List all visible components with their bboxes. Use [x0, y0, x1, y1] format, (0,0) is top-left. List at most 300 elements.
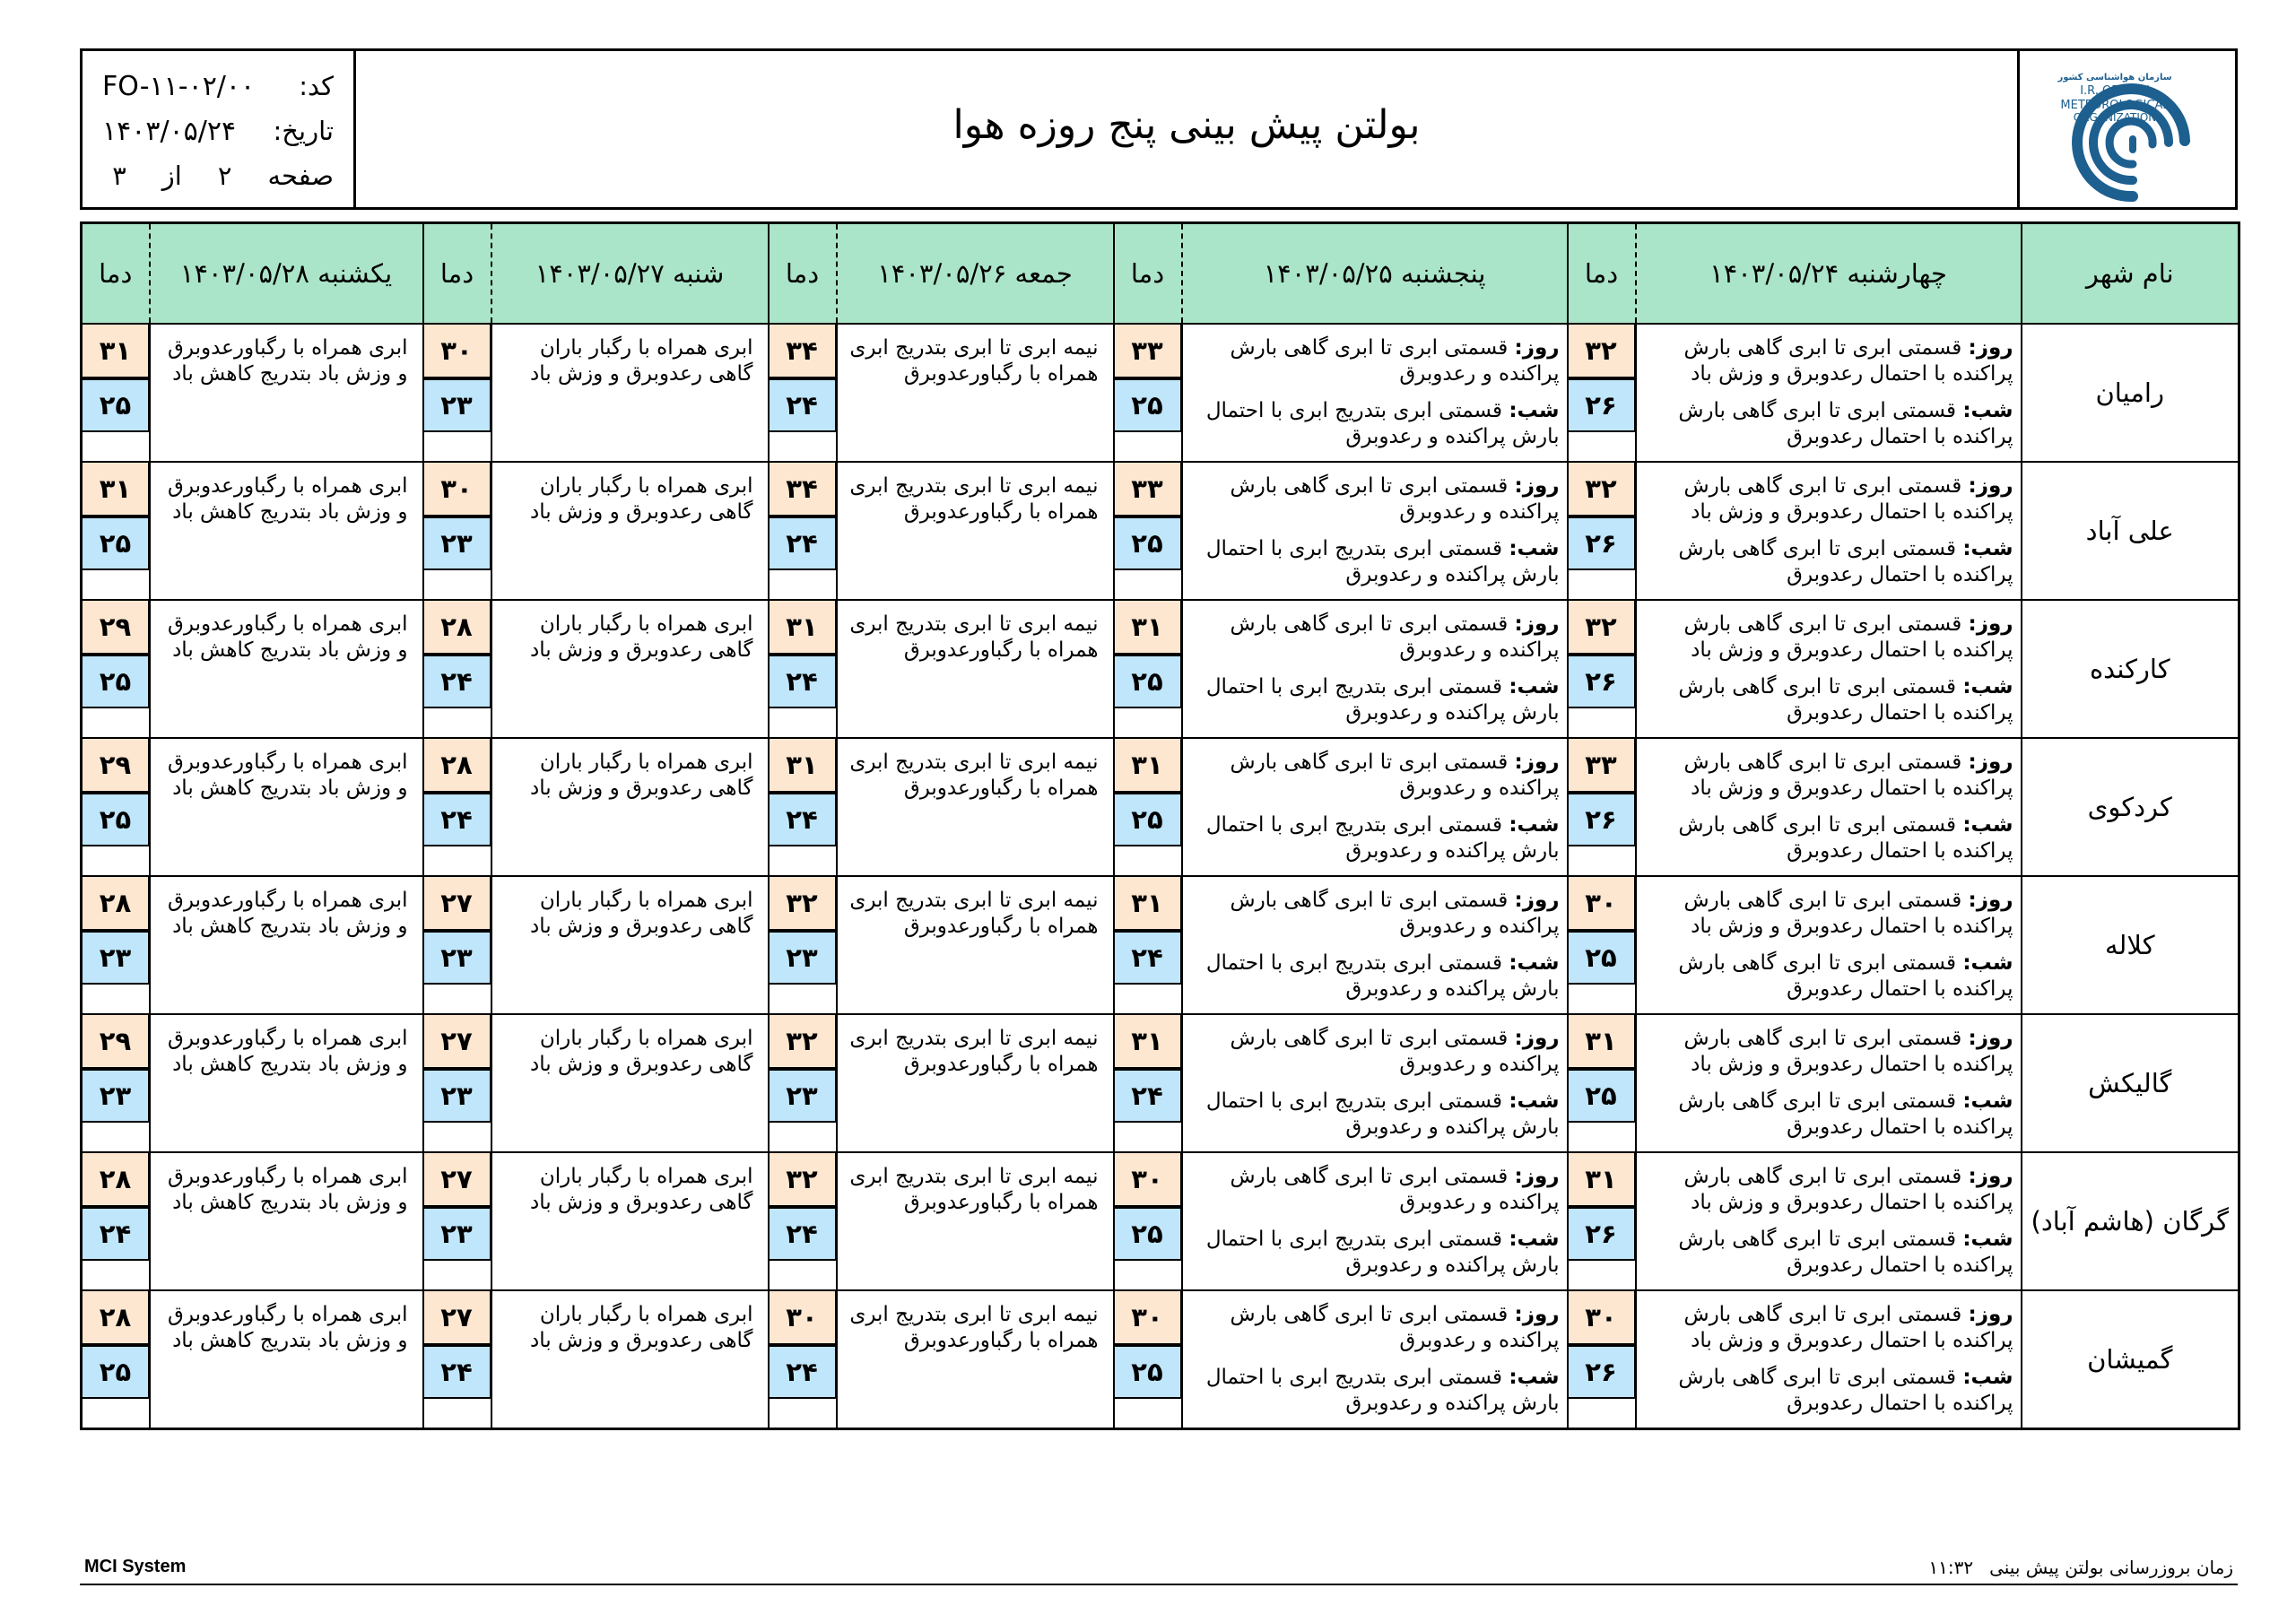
max-temp: ۲۷ — [424, 1291, 491, 1345]
temperature-day-2 — [1114, 1290, 1182, 1429]
max-temp: ۲۷ — [424, 1015, 491, 1069]
max-temp: ۲۸ — [83, 1153, 150, 1207]
forecast-text: ابری همراه با رگباورعدوبرق و وزش باد بتدریج کاهش باد — [168, 473, 408, 524]
forecast-table — [80, 221, 2240, 1430]
night-tag: شب: — [1962, 1089, 2013, 1113]
max-temp: ۳۰ — [424, 325, 491, 378]
forecast-day-2 — [1182, 462, 1568, 600]
min-temp: ۲۵ — [83, 378, 150, 432]
night-text: قسمتی ابری بتدریج ابری با احتمال بارش پراکنده و رعدوبرق — [1205, 950, 1560, 1001]
temperature-day-2 — [1114, 876, 1182, 1014]
day-tag: روز: — [1514, 888, 1560, 912]
temperature-day-2 — [1114, 600, 1182, 738]
day-forecast — [1644, 1164, 2013, 1216]
night-forecast — [1190, 950, 1560, 1002]
temperature-day-4 — [423, 1014, 491, 1152]
city-name: کردکوی — [2022, 738, 2239, 876]
temp-1-header: دما — [1568, 223, 1636, 324]
day-text: قسمتی ابری تا ابری گاهی بارش پراکنده با احتمال رعدوبرق و وزش باد — [1683, 335, 2013, 386]
forecast-day-5 — [150, 1290, 423, 1429]
temp-5-header: دما — [82, 223, 150, 324]
day-text: قسمتی ابری تا ابری گاهی بارش پراکنده و رعدوبرق — [1230, 750, 1560, 800]
temperature-day-5 — [82, 462, 150, 600]
temperature-day-1 — [1568, 876, 1636, 1014]
max-temp: ۳۴ — [770, 325, 837, 378]
forecast-text: ابری همراه با رگبار باران گاهی رعدوبرق و وزش باد — [530, 1026, 753, 1076]
night-text: قسمتی ابری بتدریج ابری با احتمال بارش پراکنده و رعدوبرق — [1205, 812, 1560, 863]
min-temp: ۲۴ — [770, 655, 837, 708]
temperature-day-5 — [82, 324, 150, 462]
city-column-header: نام شهر — [2022, 223, 2239, 324]
min-temp: ۲۴ — [770, 1207, 837, 1261]
min-temp: ۲۳ — [424, 931, 491, 985]
day-forecast — [1190, 1164, 1560, 1216]
temperature-day-5 — [82, 738, 150, 876]
date-value: ۱۴۰۳/۰۵/۲۴ — [102, 115, 237, 147]
night-forecast — [1190, 1089, 1560, 1141]
day-tag: روز: — [1514, 473, 1560, 498]
day-tag: روز: — [1968, 335, 2013, 360]
day-forecast — [1644, 473, 2013, 525]
day-forecast — [1644, 750, 2013, 802]
update-info — [1928, 1557, 2233, 1578]
forecast-day-3 — [837, 1152, 1114, 1290]
forecast-day-4 — [491, 324, 769, 462]
min-temp: ۲۴ — [424, 655, 491, 708]
forecast-day-1 — [1636, 324, 2022, 462]
temperature-day-4 — [423, 600, 491, 738]
night-text: قسمتی ابری بتدریج ابری با احتمال بارش پراکنده و رعدوبرق — [1205, 1227, 1560, 1277]
max-temp: ۳۲ — [1569, 463, 1636, 516]
system-name: MCI System — [84, 1557, 187, 1576]
temperature-day-4 — [423, 462, 491, 600]
document-meta — [83, 51, 356, 207]
min-temp: ۲۳ — [770, 1069, 837, 1123]
min-temp: ۲۵ — [1115, 1345, 1182, 1399]
city-name: علی آباد — [2022, 462, 2239, 600]
day-5-header: یکشنبه ۱۴۰۳/۰۵/۲۸ — [150, 223, 423, 324]
min-temp: ۲۴ — [1115, 1069, 1182, 1123]
day-tag: روز: — [1514, 750, 1560, 774]
temperature-day-4 — [423, 1290, 491, 1429]
min-temp: ۲۵ — [1115, 516, 1182, 570]
forecast-day-2 — [1182, 1014, 1568, 1152]
day-tag: روز: — [1514, 1302, 1560, 1326]
temperature-day-4 — [423, 1152, 491, 1290]
city-name: گالیکش — [2022, 1014, 2239, 1152]
day-3-header: جمعه ۱۴۰۳/۰۵/۲۶ — [837, 223, 1114, 324]
code-value: FO-۱۱-۰۲/۰۰ — [102, 70, 256, 102]
min-temp: ۲۳ — [424, 1207, 491, 1261]
temperature-day-2 — [1114, 1152, 1182, 1290]
min-temp: ۲۵ — [1569, 931, 1636, 985]
max-temp: ۳۱ — [1569, 1015, 1636, 1069]
forecast-text: ابری همراه با رگباورعدوبرق و وزش باد بتدریج کاهش باد — [168, 612, 408, 662]
max-temp: ۳۰ — [1115, 1291, 1182, 1345]
temperature-day-4 — [423, 876, 491, 1014]
forecast-text: نیمه ابری تا ابری بتدریج ابری همراه با رگباورعدوبرق — [849, 473, 1099, 524]
temperature-day-2 — [1114, 738, 1182, 876]
night-text: قسمتی ابری بتدریج ابری با احتمال بارش پراکنده و رعدوبرق — [1205, 674, 1560, 725]
forecast-day-3 — [837, 462, 1114, 600]
temperature-day-3 — [769, 600, 837, 738]
table-row — [82, 462, 2239, 600]
max-temp: ۳۱ — [1115, 1015, 1182, 1069]
night-tag: شب: — [1509, 1365, 1560, 1389]
forecast-day-5 — [150, 738, 423, 876]
night-forecast — [1644, 536, 2013, 588]
logo-en-line-1: I.R. OF IRAN — [2080, 84, 2150, 98]
max-temp: ۳۳ — [1115, 463, 1182, 516]
min-temp: ۲۶ — [1569, 1345, 1636, 1399]
forecast-day-1 — [1636, 462, 2022, 600]
day-forecast — [1190, 612, 1560, 664]
city-name: رامیان — [2022, 324, 2239, 462]
day-text: قسمتی ابری تا ابری گاهی بارش پراکنده و رعدوبرق — [1230, 612, 1560, 662]
max-temp: ۳۱ — [1115, 601, 1182, 655]
night-tag: شب: — [1962, 950, 2013, 975]
day-tag: روز: — [1968, 612, 2013, 636]
forecast-day-5 — [150, 876, 423, 1014]
max-temp: ۳۲ — [770, 1015, 837, 1069]
day-forecast — [1644, 612, 2013, 664]
night-forecast — [1190, 1365, 1560, 1417]
min-temp: ۲۴ — [424, 793, 491, 846]
day-forecast — [1644, 888, 2013, 940]
forecast-day-4 — [491, 600, 769, 738]
forecast-day-1 — [1636, 738, 2022, 876]
night-text: قسمتی ابری تا ابری گاهی بارش پراکنده با احتمال رعدوبرق — [1678, 536, 2013, 586]
min-temp: ۲۴ — [770, 1345, 837, 1399]
day-tag: روز: — [1968, 1164, 2013, 1188]
forecast-day-1 — [1636, 600, 2022, 738]
min-temp: ۲۴ — [770, 378, 837, 432]
temp-4-header: دما — [423, 223, 491, 324]
temperature-day-3 — [769, 876, 837, 1014]
day-tag: روز: — [1514, 1164, 1560, 1188]
forecast-day-3 — [837, 1290, 1114, 1429]
max-temp: ۲۷ — [424, 877, 491, 931]
forecast-text: نیمه ابری تا ابری بتدریج ابری همراه با رگباورعدوبرق — [849, 1026, 1099, 1076]
day-tag: روز: — [1514, 612, 1560, 636]
temperature-day-1 — [1568, 1014, 1636, 1152]
min-temp: ۲۶ — [1569, 655, 1636, 708]
temperature-day-3 — [769, 324, 837, 462]
temperature-day-1 — [1568, 324, 1636, 462]
table-row — [82, 600, 2239, 738]
night-forecast — [1190, 812, 1560, 864]
max-temp: ۲۹ — [83, 739, 150, 793]
city-name: کلاله — [2022, 876, 2239, 1014]
forecast-text: ابری همراه با رگبار باران گاهی رعدوبرق و وزش باد — [530, 473, 753, 524]
max-temp: ۳۰ — [424, 463, 491, 516]
temperature-day-2 — [1114, 462, 1182, 600]
forecast-day-2 — [1182, 1290, 1568, 1429]
forecast-text: ابری همراه با رگباورعدوبرق و وزش باد بتدریج کاهش باد — [168, 1164, 408, 1214]
night-text: قسمتی ابری تا ابری گاهی بارش پراکنده با احتمال رعدوبرق — [1678, 674, 2013, 725]
night-tag: شب: — [1962, 398, 2013, 422]
min-temp: ۲۴ — [1115, 931, 1182, 985]
forecast-day-2 — [1182, 600, 1568, 738]
day-tag: روز: — [1968, 473, 2013, 498]
org-logo — [2017, 51, 2235, 207]
forecast-text: ابری همراه با رگباورعدوبرق و وزش باد بتدریج کاهش باد — [168, 750, 408, 800]
max-temp: ۳۲ — [1569, 325, 1636, 378]
max-temp: ۳۰ — [770, 1291, 837, 1345]
forecast-day-2 — [1182, 738, 1568, 876]
code-label: کد: — [299, 71, 334, 101]
forecast-text: ابری همراه با رگباورعدوبرق و وزش باد بتدریج کاهش باد — [168, 1026, 408, 1076]
temperature-day-1 — [1568, 1152, 1636, 1290]
night-tag: شب: — [1509, 950, 1560, 975]
day-text: قسمتی ابری تا ابری گاهی بارش پراکنده و رعدوبرق — [1230, 473, 1560, 524]
temperature-day-2 — [1114, 1014, 1182, 1152]
min-temp: ۲۴ — [770, 516, 837, 570]
temperature-day-3 — [769, 1014, 837, 1152]
day-forecast — [1190, 750, 1560, 802]
date-label: تاریخ: — [273, 116, 334, 146]
max-temp: ۳۰ — [1115, 1153, 1182, 1207]
max-temp: ۳۱ — [1569, 1153, 1636, 1207]
max-temp: ۳۳ — [1569, 739, 1636, 793]
forecast-text: نیمه ابری تا ابری بتدریج ابری همراه با رگباورعدوبرق — [849, 888, 1099, 938]
forecast-day-1 — [1636, 1014, 2022, 1152]
night-tag: شب: — [1509, 812, 1560, 837]
night-forecast — [1644, 674, 2013, 726]
temperature-day-5 — [82, 1290, 150, 1429]
night-tag: شب: — [1962, 536, 2013, 560]
temperature-day-1 — [1568, 462, 1636, 600]
table-row — [82, 1014, 2239, 1152]
day-text: قسمتی ابری تا ابری گاهی بارش پراکنده با احتمال رعدوبرق و وزش باد — [1683, 888, 2013, 938]
forecast-day-5 — [150, 1152, 423, 1290]
min-temp: ۲۳ — [83, 931, 150, 985]
night-tag: شب: — [1509, 536, 1560, 560]
forecast-day-2 — [1182, 1152, 1568, 1290]
forecast-day-5 — [150, 600, 423, 738]
table-row — [82, 876, 2239, 1014]
forecast-day-2 — [1182, 876, 1568, 1014]
forecast-text: نیمه ابری تا ابری بتدریج ابری همراه با رگباورعدوبرق — [849, 335, 1099, 386]
min-temp: ۲۵ — [1115, 1207, 1182, 1261]
forecast-day-1 — [1636, 876, 2022, 1014]
logo-persian-text: سازمان هواشناسی کشور — [2057, 73, 2172, 82]
night-tag: شب: — [1962, 1365, 2013, 1389]
max-temp: ۲۸ — [83, 877, 150, 931]
temperature-day-3 — [769, 1290, 837, 1429]
max-temp: ۳۲ — [1569, 601, 1636, 655]
temperature-day-5 — [82, 600, 150, 738]
min-temp: ۲۶ — [1569, 793, 1636, 846]
temperature-day-4 — [423, 324, 491, 462]
day-tag: روز: — [1968, 888, 2013, 912]
night-tag: شب: — [1509, 1089, 1560, 1113]
temperature-day-1 — [1568, 600, 1636, 738]
temperature-day-1 — [1568, 1290, 1636, 1429]
temperature-day-1 — [1568, 738, 1636, 876]
day-forecast — [1190, 473, 1560, 525]
max-temp: ۲۸ — [424, 739, 491, 793]
night-forecast — [1644, 1365, 2013, 1417]
day-text: قسمتی ابری تا ابری گاهی بارش پراکنده با احتمال رعدوبرق و وزش باد — [1683, 1302, 2013, 1352]
night-text: قسمتی ابری تا ابری گاهی بارش پراکنده با احتمال رعدوبرق — [1678, 398, 2013, 448]
forecast-day-4 — [491, 1290, 769, 1429]
max-temp: ۲۸ — [424, 601, 491, 655]
forecast-text: ابری همراه با رگباورعدوبرق و وزش باد بتدریج کاهش باد — [168, 1302, 408, 1352]
forecast-day-1 — [1636, 1290, 2022, 1429]
min-temp: ۲۶ — [1569, 516, 1636, 570]
min-temp: ۲۳ — [424, 516, 491, 570]
forecast-day-3 — [837, 324, 1114, 462]
min-temp: ۲۳ — [770, 931, 837, 985]
day-2-header: پنجشنبه ۱۴۰۳/۰۵/۲۵ — [1182, 223, 1568, 324]
night-text: قسمتی ابری تا ابری گاهی بارش پراکنده با احتمال رعدوبرق — [1678, 950, 2013, 1001]
bulletin-header — [80, 48, 2238, 210]
forecast-text: ابری همراه با رگبار باران گاهی رعدوبرق و وزش باد — [530, 335, 753, 386]
night-forecast — [1190, 1227, 1560, 1279]
night-text: قسمتی ابری تا ابری گاهی بارش پراکنده با احتمال رعدوبرق — [1678, 1227, 2013, 1277]
min-temp: ۲۶ — [1569, 1207, 1636, 1261]
min-temp: ۲۶ — [1569, 378, 1636, 432]
day-text: قسمتی ابری تا ابری گاهی بارش پراکنده با احتمال رعدوبرق و وزش باد — [1683, 750, 2013, 800]
temperature-day-3 — [769, 462, 837, 600]
day-forecast — [1190, 888, 1560, 940]
forecast-text: ابری همراه با رگبار باران گاهی رعدوبرق و وزش باد — [530, 1164, 753, 1214]
logo-en-line-3: ORGANIZATION — [2073, 111, 2157, 124]
forecast-text: ابری همراه با رگبار باران گاهی رعدوبرق و وزش باد — [530, 750, 753, 800]
update-time: ۱۱:۳۲ — [1928, 1557, 1974, 1578]
forecast-text: ابری همراه با رگبار باران گاهی رعدوبرق و وزش باد — [530, 1302, 753, 1352]
day-4-header: شنبه ۱۴۰۳/۰۵/۲۷ — [491, 223, 769, 324]
temperature-day-3 — [769, 1152, 837, 1290]
night-tag: شب: — [1962, 1227, 2013, 1251]
min-temp: ۲۵ — [1115, 378, 1182, 432]
night-text: قسمتی ابری تا ابری گاهی بارش پراکنده با احتمال رعدوبرق — [1678, 1365, 2013, 1415]
day-forecast — [1644, 335, 2013, 387]
night-forecast — [1190, 398, 1560, 450]
day-forecast — [1190, 1026, 1560, 1078]
day-text: قسمتی ابری تا ابری گاهی بارش پراکنده با احتمال رعدوبرق و وزش باد — [1683, 1026, 2013, 1076]
max-temp: ۳۳ — [1115, 325, 1182, 378]
night-tag: شب: — [1509, 398, 1560, 422]
night-forecast — [1190, 674, 1560, 726]
footer-divider — [80, 1584, 2238, 1585]
night-forecast — [1644, 812, 2013, 864]
min-temp: ۲۴ — [770, 793, 837, 846]
day-text: قسمتی ابری تا ابری گاهی بارش پراکنده و رعدوبرق — [1230, 1026, 1560, 1076]
day-forecast — [1190, 335, 1560, 387]
forecast-text: ابری همراه با رگباورعدوبرق و وزش باد بتدریج کاهش باد — [168, 888, 408, 938]
min-temp: ۲۵ — [83, 793, 150, 846]
max-temp: ۳۴ — [770, 463, 837, 516]
night-text: قسمتی ابری بتدریج ابری با احتمال بارش پراکنده و رعدوبرق — [1205, 398, 1560, 448]
forecast-text: نیمه ابری تا ابری بتدریج ابری همراه با رگباورعدوبرق — [849, 612, 1099, 662]
page-of: از — [161, 161, 182, 191]
day-text: قسمتی ابری تا ابری گاهی بارش پراکنده و رعدوبرق — [1230, 335, 1560, 386]
forecast-day-2 — [1182, 324, 1568, 462]
night-text: قسمتی ابری تا ابری گاهی بارش پراکنده با احتمال رعدوبرق — [1678, 1089, 2013, 1139]
day-text: قسمتی ابری تا ابری گاهی بارش پراکنده و رعدوبرق — [1230, 888, 1560, 938]
min-temp: ۲۴ — [424, 1345, 491, 1399]
max-temp: ۳۰ — [1569, 877, 1636, 931]
max-temp: ۳۲ — [770, 1153, 837, 1207]
city-name: گمیشان — [2022, 1290, 2239, 1429]
city-name: کارکنده — [2022, 600, 2239, 738]
night-forecast — [1644, 950, 2013, 1002]
night-text: قسمتی ابری بتدریج ابری با احتمال بارش پراکنده و رعدوبرق — [1205, 536, 1560, 586]
day-forecast — [1644, 1302, 2013, 1354]
max-temp: ۳۰ — [1569, 1291, 1636, 1345]
page-row — [102, 153, 334, 198]
day-tag: روز: — [1968, 750, 2013, 774]
min-temp: ۲۵ — [1569, 1069, 1636, 1123]
forecast-text: نیمه ابری تا ابری بتدریج ابری همراه با رگباورعدوبرق — [849, 1302, 1099, 1352]
forecast-day-3 — [837, 1014, 1114, 1152]
table-row — [82, 1152, 2239, 1290]
night-text: قسمتی ابری بتدریج ابری با احتمال بارش پراکنده و رعدوبرق — [1205, 1365, 1560, 1415]
min-temp: ۲۳ — [424, 1069, 491, 1123]
update-label: زمان بروزرسانی بولتن پیش بینی — [1989, 1557, 2233, 1578]
date-row — [102, 108, 334, 153]
temperature-day-3 — [769, 738, 837, 876]
night-text: قسمتی ابری تا ابری گاهی بارش پراکنده با احتمال رعدوبرق — [1678, 812, 2013, 863]
min-temp: ۲۳ — [424, 378, 491, 432]
max-temp: ۳۱ — [83, 463, 150, 516]
night-forecast — [1644, 1089, 2013, 1141]
day-tag: روز: — [1968, 1302, 2013, 1326]
forecast-day-4 — [491, 738, 769, 876]
min-temp: ۲۵ — [83, 516, 150, 570]
day-text: قسمتی ابری تا ابری گاهی بارش پراکنده با احتمال رعدوبرق و وزش باد — [1683, 473, 2013, 524]
night-forecast — [1190, 536, 1560, 588]
day-text: قسمتی ابری تا ابری گاهی بارش پراکنده و رعدوبرق — [1230, 1164, 1560, 1214]
max-temp: ۳۱ — [1115, 877, 1182, 931]
max-temp: ۲۸ — [83, 1291, 150, 1345]
day-text: قسمتی ابری تا ابری گاهی بارش پراکنده با احتمال رعدوبرق و وزش باد — [1683, 1164, 2013, 1214]
day-text: قسمتی ابری تا ابری گاهی بارش پراکنده با احتمال رعدوبرق و وزش باد — [1683, 612, 2013, 662]
max-temp: ۳۲ — [770, 877, 837, 931]
forecast-day-5 — [150, 324, 423, 462]
table-row — [82, 1290, 2239, 1429]
city-name: گرگان (هاشم آباد) — [2022, 1152, 2239, 1290]
min-temp: ۲۵ — [1115, 793, 1182, 846]
max-temp: ۳۱ — [770, 601, 837, 655]
temperature-day-4 — [423, 738, 491, 876]
night-tag: شب: — [1509, 674, 1560, 699]
page-current: ۲ — [217, 161, 232, 191]
table-header-row — [82, 223, 2239, 324]
logo-en-line-2: METEOROLOGICAL — [2060, 99, 2170, 112]
night-text: قسمتی ابری بتدریج ابری با احتمال بارش پراکنده و رعدوبرق — [1205, 1089, 1560, 1139]
max-temp: ۳۱ — [83, 325, 150, 378]
day-1-header: چهارشنبه ۱۴۰۳/۰۵/۲۴ — [1636, 223, 2022, 324]
forecast-text: ابری همراه با رگباورعدوبرق و وزش باد بتدریج کاهش باد — [168, 335, 408, 386]
temperature-day-5 — [82, 1152, 150, 1290]
meteorological-organization-logo-icon — [2025, 62, 2233, 205]
day-tag: روز: — [1968, 1026, 2013, 1050]
page-title: بولتن پیش بینی پنج روزه هوا — [952, 101, 1421, 148]
temperature-day-5 — [82, 876, 150, 1014]
page-total: ۳ — [112, 161, 126, 191]
min-temp: ۲۵ — [83, 655, 150, 708]
forecast-text: نیمه ابری تا ابری بتدریج ابری همراه با رگباورعدوبرق — [849, 750, 1099, 800]
night-tag: شب: — [1962, 812, 2013, 837]
forecast-text: ابری همراه با رگبار باران گاهی رعدوبرق و وزش باد — [530, 888, 753, 938]
min-temp: ۲۵ — [83, 1345, 150, 1399]
forecast-day-4 — [491, 1014, 769, 1152]
max-temp: ۳۱ — [770, 739, 837, 793]
forecast-text: نیمه ابری تا ابری بتدریج ابری همراه با رگباورعدوبرق — [849, 1164, 1099, 1214]
